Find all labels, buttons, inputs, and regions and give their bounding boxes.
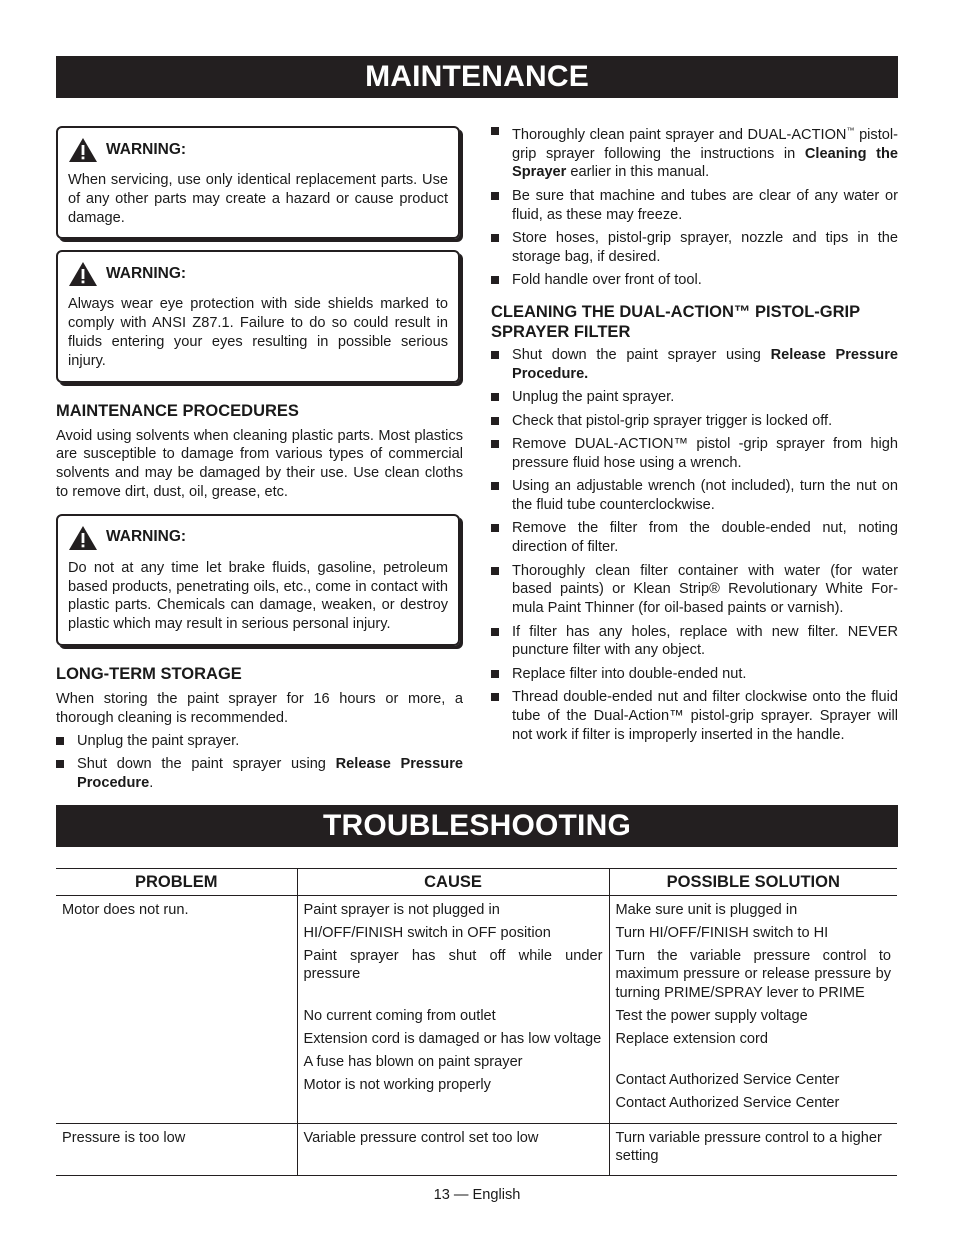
column-header-solution: POSSIBLE SOLUTION bbox=[609, 869, 897, 896]
column-header-cause: CAUSE bbox=[297, 869, 609, 896]
list-item: Check that pistol-grip sprayer trigger is locked off. bbox=[491, 412, 898, 431]
right-column bbox=[491, 122, 898, 749]
table-row bbox=[56, 1123, 897, 1176]
troubleshooting-banner: TROUBLESHOOTING bbox=[56, 805, 898, 847]
troubleshooting-table bbox=[56, 868, 897, 1176]
warning-text: When servicing, use only identical replacement parts. Use of any other parts may create a hazard or cause product damage. bbox=[68, 172, 448, 226]
list-item: Unplug the paint sprayer. bbox=[56, 732, 463, 751]
warning-header bbox=[68, 261, 448, 287]
solution-cell: Turn variable pressure control to a higher setting bbox=[609, 1123, 897, 1176]
list-item: Replace filter into double-ended nut. bbox=[491, 665, 898, 684]
cause-cell: Paint sprayer is not plugged in HI/OFF/FINISH switch in OFF position Paint sprayer has shut off while under pressure No current coming from outlet Extension cord is damaged or has low voltage A fuse has blown on paint sprayer Motor is not working properly bbox=[297, 896, 609, 1124]
list-item: Unplug the paint sprayer. bbox=[491, 388, 898, 407]
list-item: Store hoses, pistol-grip sprayer, nozzle and tips in the storage bag, if desired. bbox=[491, 229, 898, 267]
column-header-problem: PROBLEM bbox=[56, 869, 297, 896]
warning-header bbox=[68, 525, 448, 551]
list-item: Shut down the paint sprayer using Release Pressure Procedure. bbox=[491, 346, 898, 384]
table-row bbox=[56, 896, 897, 1124]
warning-label: WARNING: bbox=[106, 264, 187, 282]
filter-cleaning-heading: CLEANING THE DUAL-ACTION™ PISTOL-GRIP SPRAYER FILTER bbox=[491, 303, 860, 342]
problem-cell: Pressure is too low bbox=[56, 1123, 297, 1176]
maintenance-procedures-heading: MAINTENANCE PROCEDURES bbox=[56, 401, 299, 420]
warning-triangle-icon bbox=[68, 261, 98, 287]
table-header-row bbox=[56, 869, 897, 896]
list-item: Shut down the paint sprayer using Release Pressure Procedure. bbox=[56, 755, 463, 793]
list-item: Using an adjustable wrench (not included), turn the nut on the fluid tube counterclockwise. bbox=[491, 477, 898, 515]
list-item: Remove DUAL-ACTION™ pistol -grip sprayer from high pressure fluid hose using a wrench. bbox=[491, 435, 898, 473]
maintenance-procedures-text: Avoid using solvents when cleaning plastic parts. Most plastics are susceptible to damage from various types of commercial solvents and may be damaged by their use. Use clean cloths to remove dirt, dust, oil, grease, etc. bbox=[56, 427, 463, 500]
list-item: If filter has any holes, replace with new filter. NEVER puncture filter with any object. bbox=[491, 623, 898, 661]
list-item: Fold handle over front of tool. bbox=[491, 271, 898, 290]
solution-cell: Make sure unit is plugged in Turn HI/OFF/FINISH switch to HI Turn the variable pressure control to maximum pressure or release pressure by turning PRIME/SPRAY lever to PRIME Test the power supply voltage Replace extension cord Contact Authorized Service Center Contact Authorized Service Center bbox=[609, 896, 897, 1124]
warning-triangle-icon bbox=[68, 137, 98, 163]
long-term-storage-intro: When storing the paint sprayer for 16 hours or more, a thorough cleaning is recommended. bbox=[56, 690, 463, 726]
warning-box-replacement-parts bbox=[56, 126, 460, 239]
warning-text: Do not at any time let brake fluids, gasoline, petroleum based products, penetrating oils, etc., come in contact with plastic parts. Chemicals can damage, weaken, or destroy plastic which may result in serious personal injury. bbox=[68, 559, 448, 633]
long-term-storage-heading: LONG-TERM STORAGE bbox=[56, 664, 242, 683]
warning-box-eye-protection bbox=[56, 250, 460, 382]
left-column bbox=[56, 126, 463, 797]
problem-cell: Motor does not run. bbox=[56, 896, 297, 1124]
list-item: Be sure that machine and tubes are clear of any water or fluid, as these may freeze. bbox=[491, 187, 898, 225]
list-item: Thread double-ended nut and filter clockwise onto the fluid tube of the Dual-Action™ pistol-grip sprayer. Sprayer will not work if filter is improperly inserted in the handle. bbox=[491, 688, 898, 744]
cause-cell: Variable pressure control set too low bbox=[297, 1123, 609, 1176]
warning-box-chemicals bbox=[56, 514, 460, 646]
maintenance-banner: MAINTENANCE bbox=[56, 56, 898, 98]
storage-list bbox=[56, 732, 463, 793]
warning-label: WARNING: bbox=[106, 528, 187, 546]
page-footer: 13 — English bbox=[433, 1187, 521, 1203]
list-item: Remove the filter from the double-ended nut, noting direction of filter. bbox=[491, 519, 898, 557]
warning-triangle-icon bbox=[68, 525, 98, 551]
list-item: Thoroughly clean filter container with water (for water based paints) or Klean Strip® Revolutionary White For-mula Paint Thinner (for oil-based paints or varnish). bbox=[491, 562, 898, 618]
warning-text: Always wear eye protection with side shields marked to comply with ANSI Z87.1. Failure to do so could result in fluids entering your eyes resulting in possible serious injury. bbox=[68, 296, 448, 369]
list-item: Thoroughly clean paint sprayer and DUAL-ACTION™ pistol-grip sprayer following the instructions in Cleaning the Sprayer earlier in this manual. bbox=[491, 122, 898, 182]
warning-label: WARNING: bbox=[106, 140, 187, 158]
storage-list-continued bbox=[491, 122, 898, 290]
warning-header bbox=[68, 137, 448, 163]
filter-list bbox=[491, 346, 898, 744]
